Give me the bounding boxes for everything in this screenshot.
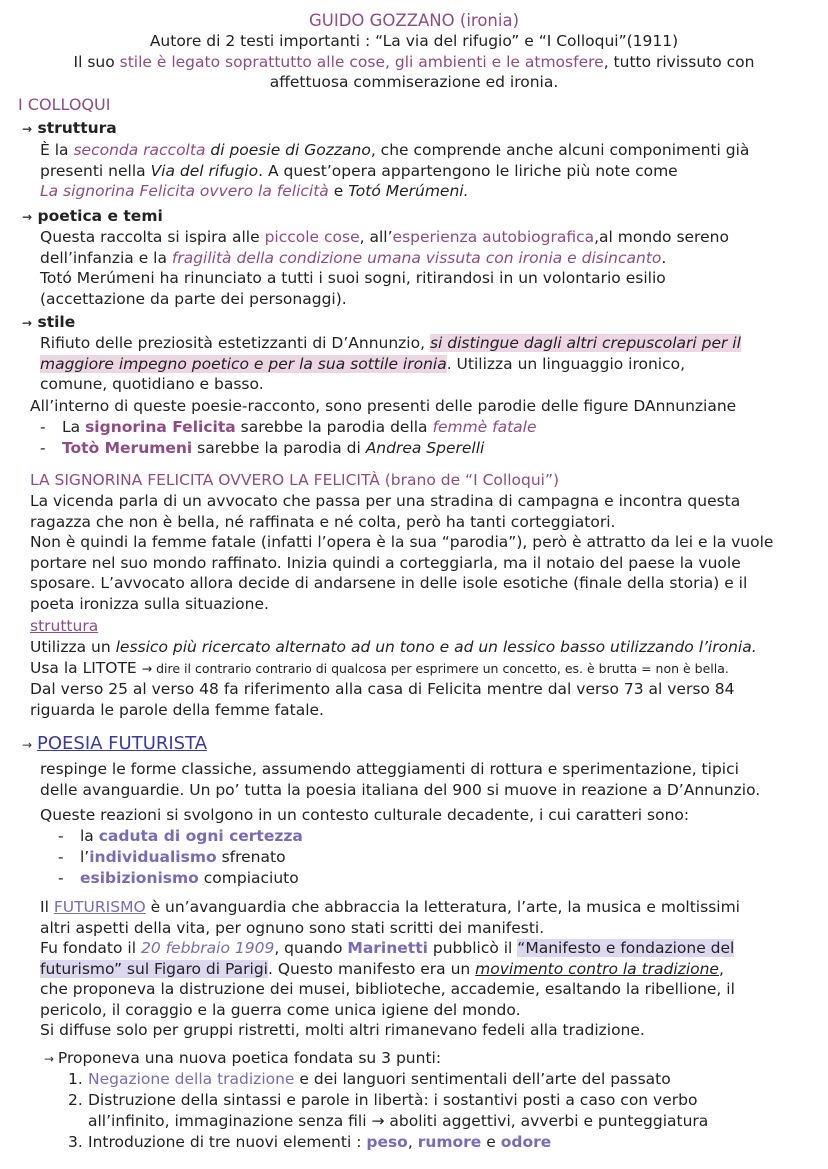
- list-item: - l’individualismo sfrenato: [58, 848, 286, 866]
- list-item: 3. Introduzione di tre nuovi elementi : peso, rumore e odore: [68, 1133, 552, 1151]
- page-title: GUIDO GOZZANO (ironia): [308, 11, 520, 30]
- list-item: - esibizionismo compiaciuto: [58, 869, 299, 887]
- arrow-icon: →: [22, 316, 33, 330]
- felicita-struttura-heading: struttura: [30, 617, 99, 635]
- header: [0, 10, 828, 93]
- futurismo-context: Queste reazioni si svolgono in un contesto culturale decadente, i cui caratteri sono:: [40, 806, 690, 824]
- stile-heading: → stile: [22, 313, 76, 331]
- header-line-1: Autore di 2 testi importanti : “La via del rifugio” e “I Colloqui”(1911): [149, 32, 679, 50]
- futurismo-definition: Il FUTURISMO è un’avanguardia che abbraccia la letteratura, l’arte, la musica e moltissimi altri aspetti della vita, per ognuno sono stati scritti dei manifesti. Fu fondato il 20 febbraio 1909, quando Marinetti pubblicò il “Manifesto e fondazione del futurismo” sul Figaro di Parigi. Questo manifesto era un movimento contro la tradizione, che proponeva la distruzione dei musei, biblioteche, accademie, esaltando la ribellione, il pericolo, il coraggio e la guerra come unica igiene del mondo. Si diffuse solo per gruppi ristretti, molti altri rimanevano fedeli alla tradizione.: [40, 898, 740, 1039]
- poetica-heading: → poetica e temi: [22, 207, 163, 225]
- list-item: - Totò Merumeni sarebbe la parodia di Andrea Sperelli: [40, 439, 485, 457]
- arrow-icon: →: [44, 1052, 58, 1066]
- felicita-struttura-text: Utilizza un lessico più ricercato alternato ad un tono e ad un lessico basso utilizzando l’ironia. Usa la LITOTE → dire il contrario contrario di qualcosa per esprimere un concetto, es. è brutta = non è bella. Dal verso 25 al verso 48 fa riferimento alla casa di Felicita mentre dal verso 73 al verso 84 riguarda le parole della femme fatale.: [30, 638, 757, 719]
- arrow-icon: →: [22, 122, 33, 136]
- arrow-icon: →: [22, 210, 33, 224]
- futurismo-intro: respinge le forme classiche, assumendo atteggiamenti di rottura e sperimentazione, tipici delle avanguardie. Un po’ tutta la poesia italiana del 900 si muove in reazione a D’Annunzio.: [40, 760, 761, 799]
- header-line-3: affettuosa commiserazione ed ironia.: [269, 73, 559, 91]
- felicita-title: LA SIGNORINA FELICITA OVVERO LA FELICITÀ (brano de “I Colloqui”): [30, 471, 560, 489]
- futurismo-heading: → POESIA FUTURISTA: [22, 733, 208, 754]
- list-item: - La signorina Felicita sarebbe la parodia della femmè fatale: [40, 418, 537, 436]
- parodie-paragraph: All’interno di queste poesie-racconto, sono presenti delle parodie delle figure DAnnunziane: [30, 397, 737, 415]
- arrow-icon: →: [22, 738, 33, 752]
- list-item: - la caduta di ogni certezza: [58, 827, 303, 845]
- struttura-text: È la seconda raccolta di poesie di Gozzano, che comprende anche alcuni componimenti già presenti nella Via del rifugio. A quest’opera appartengono le liriche più note come La signorina Felicita ovvero la felicità e Totó Merúmeni.: [40, 141, 750, 200]
- stile-text: Rifiuto delle preziosità estetizzanti di D’Annunzio, si distingue dagli altri crepuscolari per il maggiore impegno poetico e per la sua sottile ironia. Utilizza un linguaggio ironico, comune, quotidiano e basso.: [40, 334, 741, 393]
- struttura-heading: → struttura: [22, 119, 117, 137]
- poetica-points-intro: → Proponeva una nuova poetica fondata su 3 punti:: [44, 1049, 442, 1067]
- poetica-text: Questa raccolta si ispira alle piccole cose, all’esperienza autobiografica,al mondo sereno dell’infanzia e la fragilità della condizione umana vissuta con ironia e disincanto. Totó Merúmeni ha rinunciato a tutti i suoi sogni, ritirandosi in un volontario esilio (accettazione da parte dei personaggi).: [40, 228, 729, 308]
- list-item-continuation: all’infinito, immaginazione senza fili → aboliti aggettivi, avverbi e punteggiatura: [88, 1112, 709, 1130]
- colloqui-title: I COLLOQUI: [18, 95, 111, 114]
- header-line-2: Il suo stile è legato soprattutto alle cose, gli ambienti e le atmosfere, tutto rivissuto con: [73, 52, 755, 71]
- list-item: 2. Distruzione della sintassi e parole in libertà: i sostantivi posti a caso con verbo: [68, 1091, 698, 1109]
- list-item: 1. Negazione della tradizione e dei languori sentimentali dell’arte del passato: [68, 1070, 671, 1088]
- felicita-text: La vicenda parla di un avvocato che passa per una stradina di campagna e incontra questa ragazza che non è bella, né raffinata e né colta, però ha tanti corteggiatori. Non è quindi la femme fatale (infatti l’opera è la sua “parodia”), però è attratto da lei e la vuole portare nel suo mondo raffinato. Inizia quindi a corteggiarla, ma il notaio del paese la vuole sposare. L’avvocato allora decide di andarsene in delle isole esotiche (finale della storia) e il poeta ironizza sulla situazione.: [30, 492, 774, 613]
